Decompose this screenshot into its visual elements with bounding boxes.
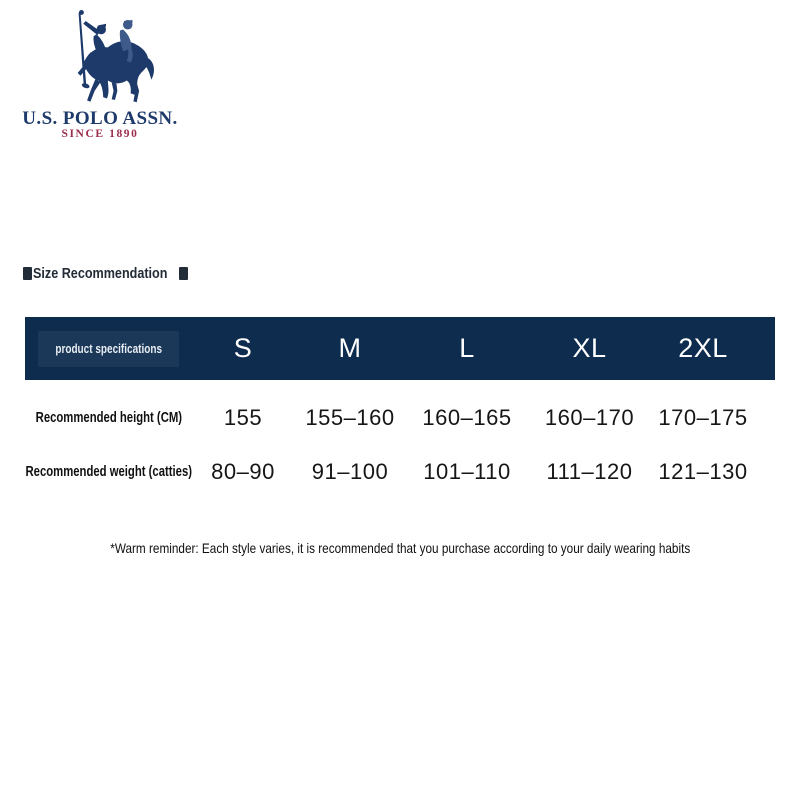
weight-value-m: 91–100 [311,459,389,484]
height-value-m: 155–160 [305,405,395,430]
brand-since-tagline: SINCE 1890 [61,128,139,140]
table-row-height [25,391,775,445]
header-cell-size-2xl: 2XL [678,333,728,363]
table-row-weight [25,445,775,499]
row-label-height: Recommended height (CM) [35,410,182,426]
header-cell-size-xl: XL [572,333,607,363]
missing-glyph-box-icon [23,267,32,280]
weight-value-xl: 111–120 [546,459,633,484]
height-value-l: 160–165 [422,405,512,430]
weight-value-s: 80–90 [211,459,275,484]
brand-name: U.S. POLO ASSN. [22,108,178,129]
header-cell-size-m: M [338,333,362,363]
section-title-text: Size Recommendation [33,265,168,282]
header-cell-size-s: S [233,333,253,363]
warm-reminder-note: *Warm reminder: Each style varies, it is recommended that you purchase according to your daily wearing habits [110,540,690,556]
missing-glyph-box-icon [179,267,188,280]
height-value-xl: 160–170 [544,405,635,430]
header-cell-spec [25,331,192,367]
size-table [25,317,775,499]
header-spec-label: product specifications [55,341,162,356]
double-horsemen-polo-icon [46,3,166,107]
row-label-weight: Recommended weight (catties) [25,464,192,480]
height-value-2xl: 170–175 [658,405,748,430]
weight-value-2xl: 121–130 [658,459,748,484]
header-cell-size-l: L [459,333,475,363]
height-value-s: 155 [223,405,263,430]
size-table-header-row [25,317,775,380]
section-title [23,265,188,282]
weight-value-l: 101–110 [423,459,511,484]
